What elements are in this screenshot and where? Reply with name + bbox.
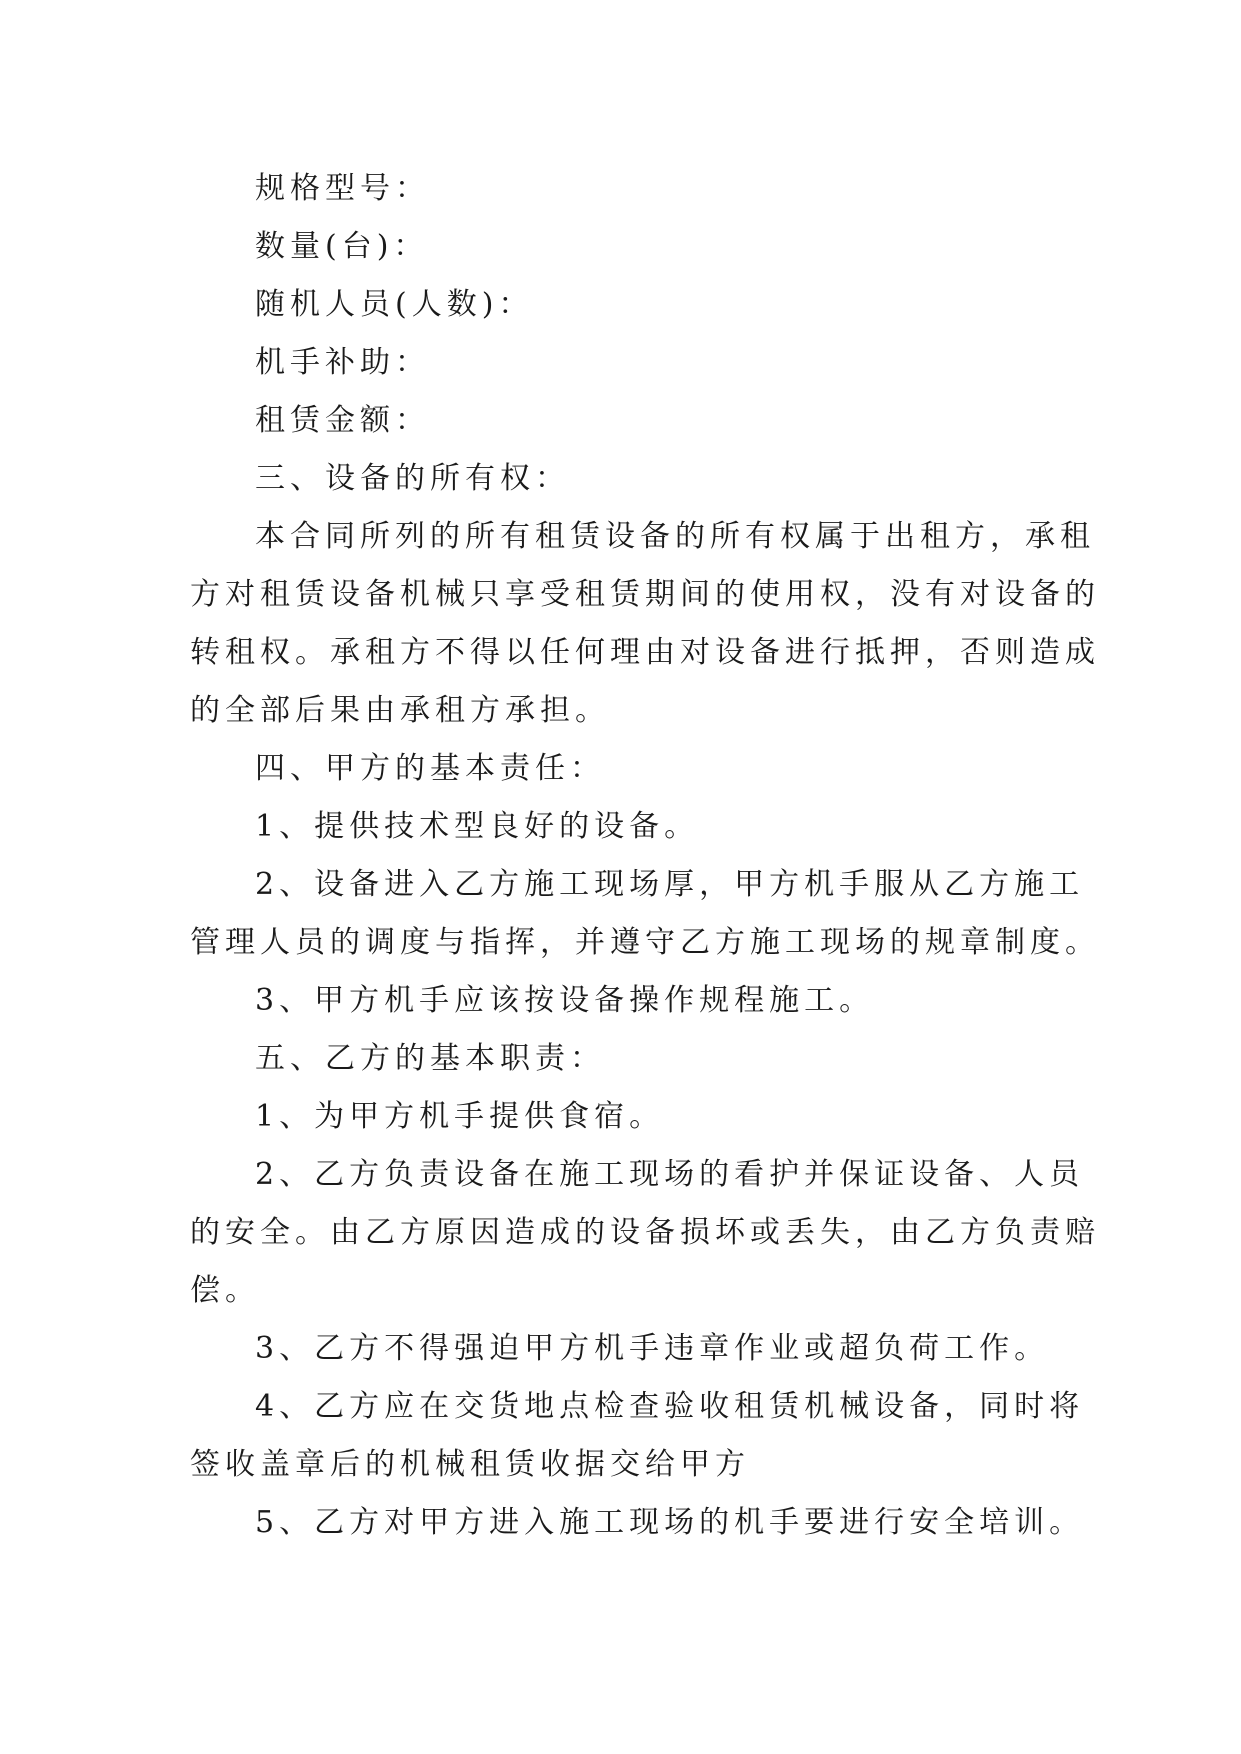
paragraph-ownership-line-4: 的全部后果由承租方承担。 — [190, 693, 610, 728]
party-b-item-4-line-1: 4、乙方应在交货地点检查验收租赁机械设备，同时将 — [255, 1389, 1085, 1424]
field-rental-amount: 租赁金额： — [255, 403, 430, 438]
document-page — [190, 160, 1100, 1552]
section-heading-party-b: 五、乙方的基本职责： — [255, 1041, 605, 1076]
party-b-item-2-line-2: 的安全。由乙方原因造成的设备损坏或丢失，由乙方负责赔 — [190, 1215, 1100, 1250]
party-b-item-2-line-1: 2、乙方负责设备在施工现场的看护并保证设备、人员 — [255, 1157, 1085, 1192]
party-b-item-3: 3、乙方不得强迫甲方机手违章作业或超负荷工作。 — [255, 1331, 1050, 1366]
party-b-item-1: 1、为甲方机手提供食宿。 — [255, 1099, 665, 1134]
party-a-item-3: 3、甲方机手应该按设备操作规程施工。 — [255, 983, 875, 1018]
party-b-item-5: 5、乙方对甲方进入施工现场的机手要进行安全培训。 — [255, 1505, 1085, 1540]
paragraph-ownership-line-2: 方对租赁设备机械只享受租赁期间的使用权，没有对设备的 — [190, 577, 1100, 612]
field-staff-count: 随机人员(人数)： — [255, 287, 534, 322]
party-b-item-2-line-3: 偿。 — [190, 1273, 260, 1308]
section-heading-ownership: 三、设备的所有权： — [255, 461, 570, 496]
field-quantity: 数量(台)： — [255, 229, 429, 264]
party-b-item-4-line-2: 签收盖章后的机械租赁收据交给甲方 — [190, 1447, 750, 1482]
paragraph-ownership-line-1: 本合同所列的所有租赁设备的所有权属于出租方，承租 — [255, 519, 1095, 554]
party-a-item-1: 1、提供技术型良好的设备。 — [255, 809, 700, 844]
field-spec-model: 规格型号： — [255, 171, 430, 206]
party-a-item-2-line-2: 管理人员的调度与指挥，并遵守乙方施工现场的规章制度。 — [190, 925, 1100, 960]
paragraph-ownership-line-3: 转租权。承租方不得以任何理由对设备进行抵押，否则造成 — [190, 635, 1100, 670]
field-operator-subsidy: 机手补助： — [255, 345, 430, 380]
section-heading-party-a: 四、甲方的基本责任： — [255, 751, 605, 786]
party-a-item-2-line-1: 2、设备进入乙方施工现场厚，甲方机手服从乙方施工 — [255, 867, 1085, 902]
